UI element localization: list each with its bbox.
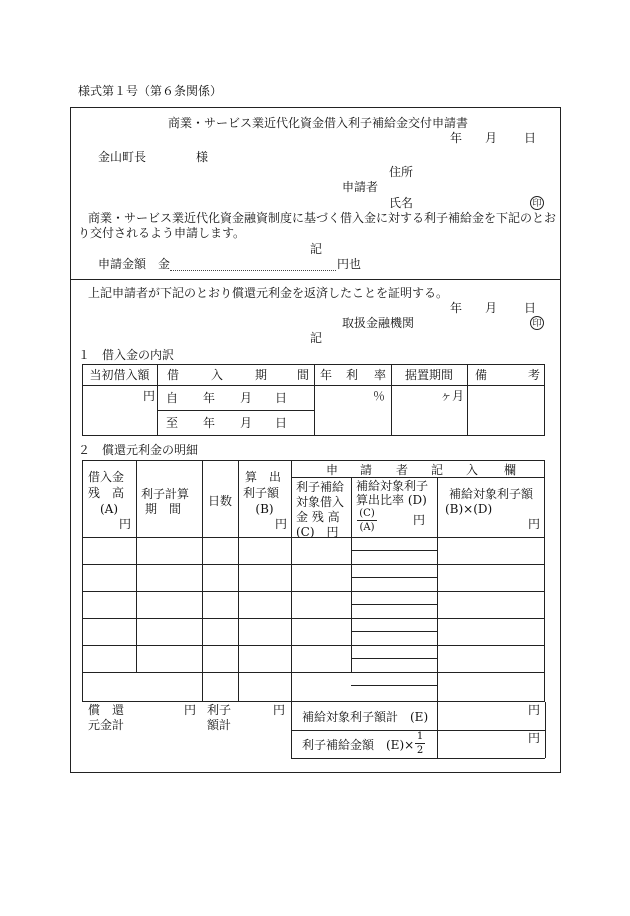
ki-label: 記: [310, 242, 323, 256]
total-interest-1: 利子: [207, 703, 232, 717]
certification-text: 上記申請者が下記のとおり償還元利金を返済したことを証明する。: [88, 286, 449, 300]
col-ratio-2: 算出比率 (D): [356, 493, 427, 507]
header-period-3: 期: [255, 368, 268, 382]
period-to-day: 日: [275, 416, 288, 430]
header-period-4: 間: [297, 368, 310, 382]
total-repay-2: 元金計: [88, 718, 125, 732]
col-ratio-fraction-bar: [357, 520, 377, 521]
addressee: 金山町長: [98, 150, 147, 164]
period-from-day: 日: [275, 391, 288, 405]
col-interest-4: 円: [275, 517, 288, 531]
col-target-interest-1: 補給対象利子額: [449, 487, 534, 501]
initial-loan-yen: 円: [143, 389, 156, 403]
col-calc-period-2: 期 間: [145, 502, 182, 516]
total-repay-1: 償 還: [88, 703, 125, 717]
body-text-line2: り交付されるよう申請します。: [78, 226, 246, 240]
col-target-interest-3: 円: [528, 517, 541, 531]
deferment-months: ヶ月: [440, 389, 465, 403]
period-from-year: 年: [203, 391, 216, 405]
header-rate-1: 年: [320, 368, 333, 382]
col-target-interest-2: (B)×(D): [445, 502, 493, 516]
total-repay-yen: 円: [184, 703, 197, 717]
cert-date-year: 年: [450, 301, 463, 315]
institution-label: 取扱金融機関: [342, 316, 415, 330]
header-remarks-1: 備: [475, 368, 488, 382]
applicant-col-6: 欄: [504, 463, 517, 477]
form-number: 様式第１号（第６条関係）: [78, 84, 223, 98]
col-balance-1: 借入金: [88, 470, 125, 484]
header-rate-2: 利: [346, 368, 359, 382]
period-to-year: 年: [203, 416, 216, 430]
honorific: 様: [196, 150, 209, 164]
applicant-col-4: 記: [431, 463, 444, 477]
header-remarks-2: 考: [528, 368, 541, 382]
seal-mark: 印: [530, 196, 544, 210]
cert-date-month: 月: [485, 301, 498, 315]
header-period-2: 入: [211, 368, 224, 382]
col-calc-period-1: 利子計算: [141, 487, 190, 501]
col-ratio-numerator: (C): [359, 508, 375, 519]
period-to-month: 月: [240, 416, 253, 430]
col-target-balance-2: 対象借入: [296, 495, 345, 509]
rate-percent: ％: [373, 389, 386, 403]
col-ratio-1: 補給対象利子: [356, 479, 429, 493]
total-interest-yen: 円: [273, 703, 286, 717]
col-target-balance-1: 利子補給: [296, 480, 345, 494]
date-year: 年: [450, 131, 463, 145]
header-rate-3: 率: [374, 368, 387, 382]
section2-heading: ２ 償還元利金の明細: [78, 443, 199, 457]
final-amount-label: 利子補給金額 (E)×: [302, 738, 415, 752]
applicant-col-2: 請: [360, 463, 373, 477]
col-ratio-yen: 円: [413, 513, 426, 527]
cert-seal-mark: 印: [530, 316, 544, 330]
section1-heading: １ 借入金の内訳: [78, 348, 175, 362]
total-subsidy-label: 補給対象利子額計 (E): [302, 710, 429, 724]
col-target-balance-3: 金 残 高: [296, 510, 340, 524]
header-initial-loan: 当初借入額: [89, 368, 150, 382]
cert-date-day: 日: [524, 301, 537, 315]
body-text-line1: 商業・サービス業近代化資金融資制度に基づく借入金に対する利子補給金を下記のとお: [88, 211, 557, 225]
cert-ki-label: 記: [310, 331, 323, 345]
col-interest-2: 利子額: [243, 486, 280, 500]
name-label: 氏名: [389, 196, 414, 210]
col-balance-2: 残 高: [88, 486, 125, 500]
header-period-1: 借: [167, 368, 180, 382]
final-amount-yen: 円: [528, 731, 541, 745]
half-denominator: 2: [416, 745, 424, 756]
header-deferment: 据置期間: [404, 368, 453, 382]
period-from-month: 月: [240, 391, 253, 405]
half-numerator: 1: [416, 731, 424, 742]
col-ratio-denominator: (A): [359, 522, 375, 533]
col-target-balance-4: (C) 円: [296, 525, 339, 539]
period-to-label: 至: [166, 416, 179, 430]
col-interest-3: (B): [255, 502, 274, 516]
section-divider: [70, 279, 561, 280]
applicant-col-5: 入: [466, 463, 479, 477]
col-interest-1: 算 出: [245, 470, 282, 484]
period-from-label: 自: [166, 391, 179, 405]
applicant-col-1: 申: [326, 463, 339, 477]
col-balance-4: 円: [119, 517, 132, 531]
col-days: 日数: [207, 494, 232, 508]
date-day: 日: [524, 131, 537, 145]
half-fraction-bar: [415, 743, 425, 744]
applicant-col-3: 者: [396, 463, 409, 477]
total-subsidy-yen: 円: [528, 703, 541, 717]
applicant-label: 申請者: [342, 180, 379, 194]
amount-line: [170, 270, 336, 271]
date-month: 月: [485, 131, 498, 145]
address-label: 住所: [389, 165, 414, 179]
col-balance-3: (A): [99, 502, 119, 516]
amount-label: 申請金額 金: [98, 257, 171, 271]
total-interest-2: 額計: [207, 718, 232, 732]
amount-unit: 円也: [337, 257, 362, 271]
form-title: 商業・サービス業近代化資金借入利子補給金交付申請書: [168, 116, 469, 130]
